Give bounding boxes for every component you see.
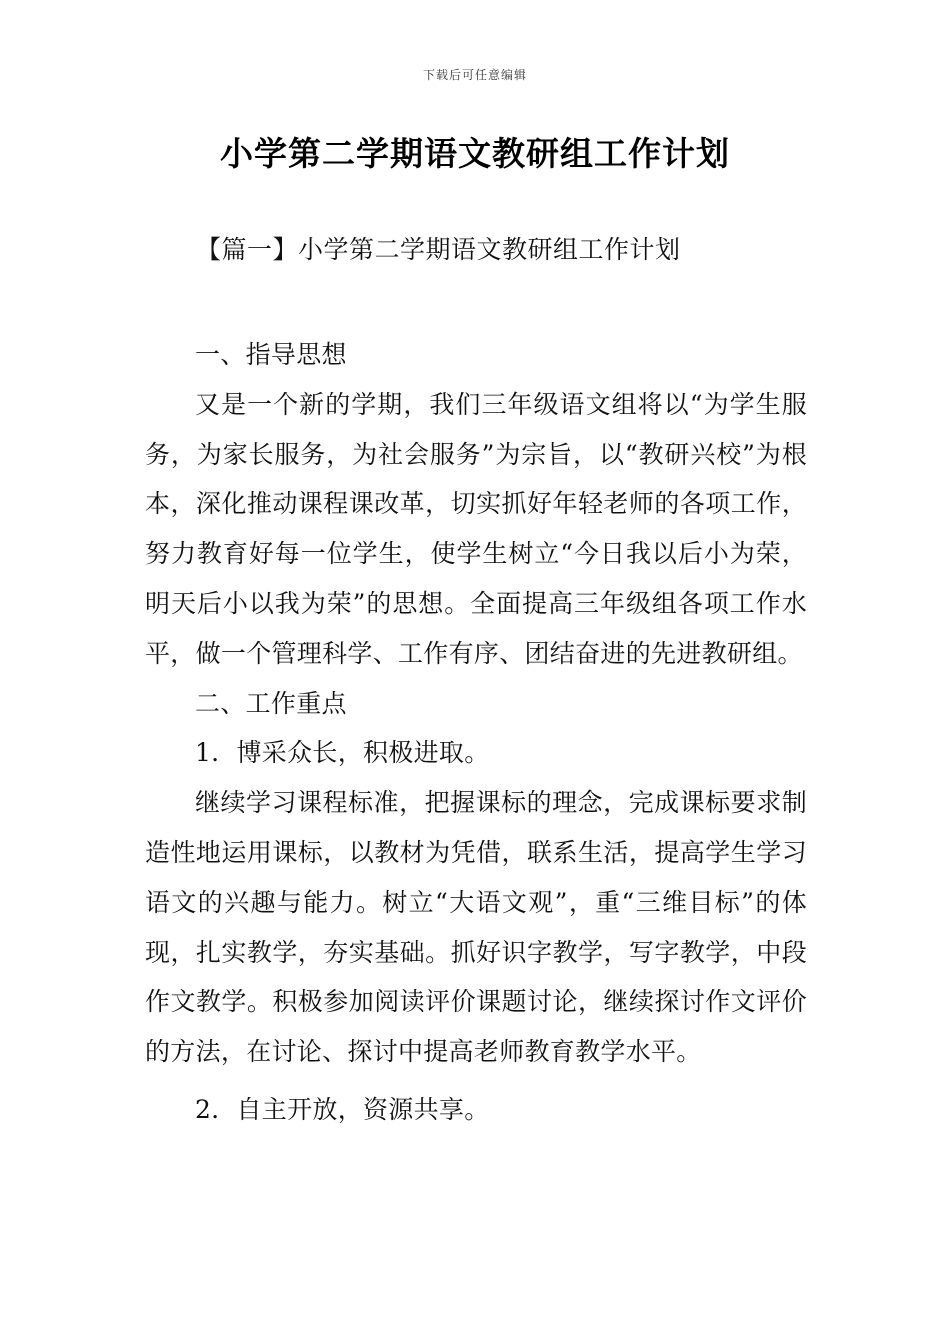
list-item-2: 2．自主开放，资源共享。 — [195, 1094, 490, 1124]
header-note: 下载后可任意编辑 — [422, 68, 527, 82]
section-heading-guiding-ideology: 一、指导思想 — [195, 340, 347, 369]
paragraph-item-1: 继续学习课程标准，把握课标的理念，完成课标要求制造性地运用课标，以教材为凭借，联系生活，提高学生学习语文的兴趣与能力。树立“大语文观”，重“三维目标”的体现，扎实教学，夯实基础。抓好识字教学，写字教学，中段作文教学。积极参加阅读评价课题讨论，继续探讨作文评价的方法，在讨论、探讨中提高老师教育教学水平。 — [145, 788, 807, 1067]
document-subtitle: 【篇一】小学第二学期语文教研组工作计划 — [196, 235, 681, 264]
document-body — [145, 330, 807, 1135]
paragraph-guiding-ideology: 又是一个新的学期，我们三年级语文组将以“为学生服务，为家长服务，为社会服务”为宗旨，以“教研兴校”为根本，深化推动课程课改革，切实抓好年轻老师的各项工作，努力教育好每一位学生，使学生树立“今日我以后小为荣，明天后小以我为荣”的思想。全面提高三年级组各项工作水平，做一个管理科学、工作有序、团结奋进的先进教研组。 — [145, 389, 807, 668]
document-title: 小学第二学期语文教研组工作计划 — [220, 134, 730, 173]
list-item-1: 1．博采众长，积极进取。 — [195, 738, 490, 768]
section-heading-work-focus: 二、工作重点 — [195, 688, 347, 718]
